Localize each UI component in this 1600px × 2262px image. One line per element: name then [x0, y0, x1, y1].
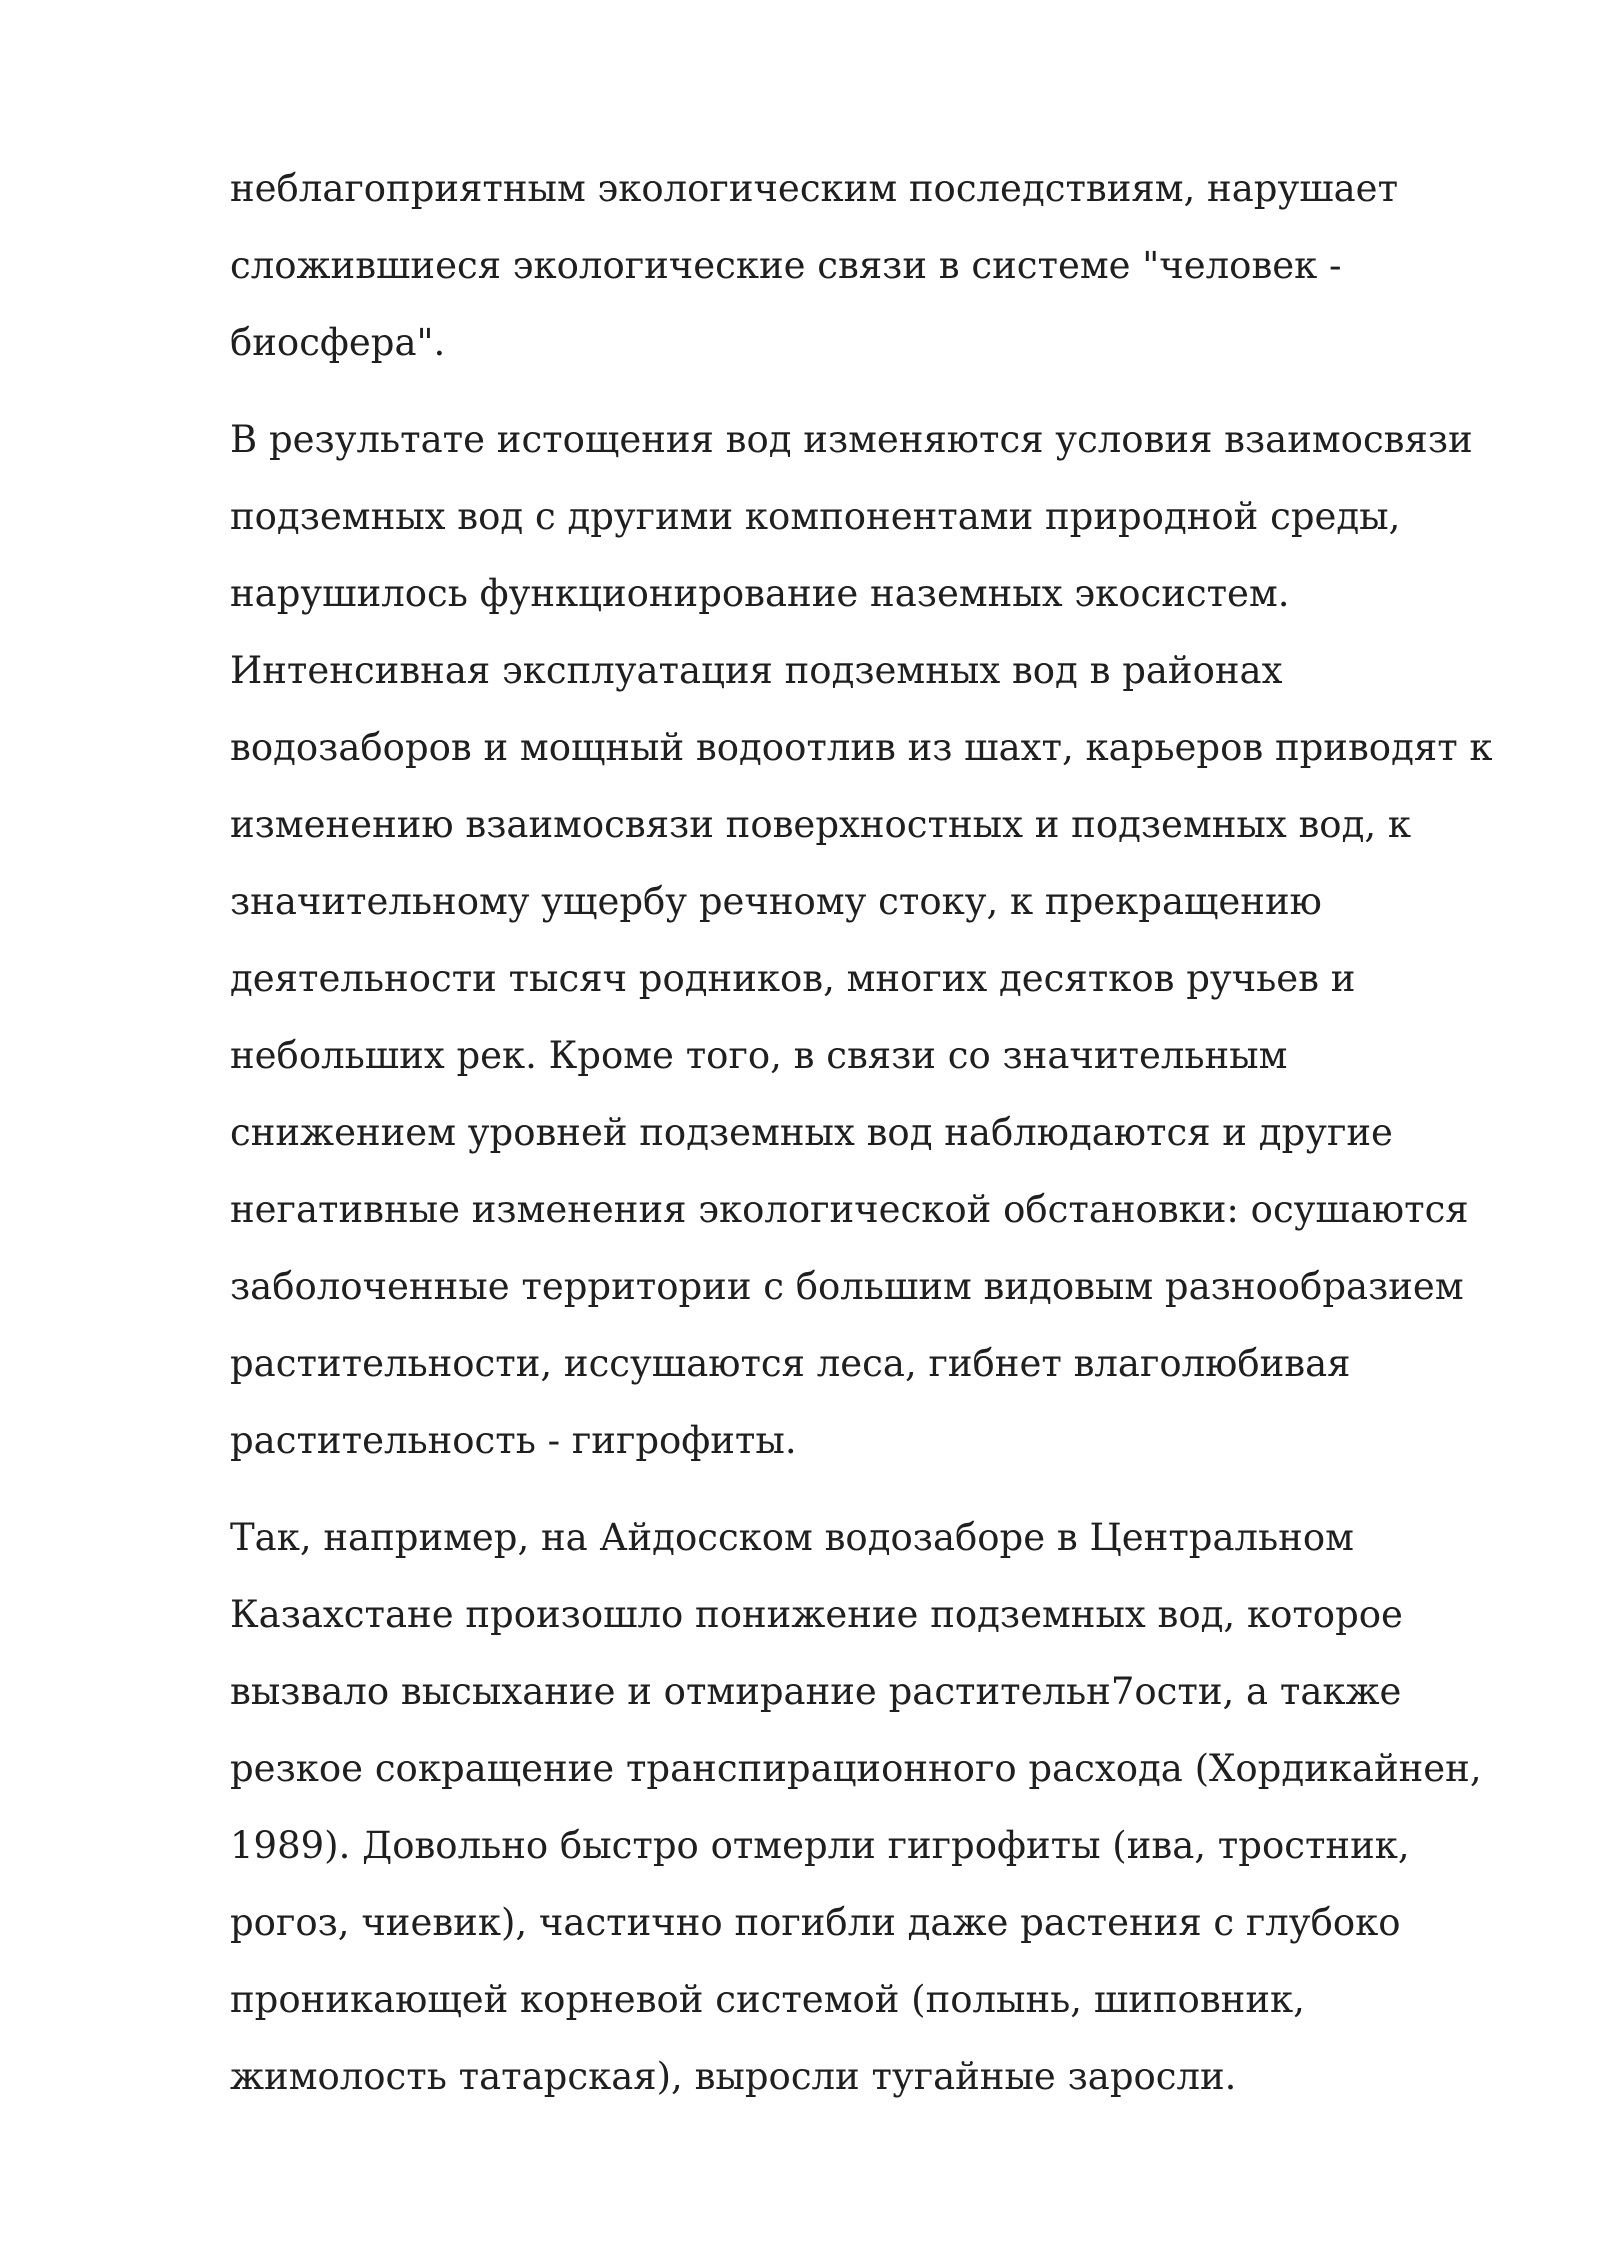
text-line: растительность - гигрофиты.: [230, 1419, 797, 1462]
paragraph-1: [230, 150, 1540, 381]
text-line: нарушилось функционирование наземных экосистем.: [230, 572, 1290, 615]
text-line: снижением уровней подземных вод наблюдаются и другие: [230, 1111, 1393, 1154]
text-line: водозаборов и мощный водоотлив из шахт, карьеров приводят к: [230, 726, 1493, 769]
text-line: подземных вод с другими компонентами природной среды,: [230, 495, 1401, 538]
text-line: неблагоприятным экологическим последствиям, нарушает: [230, 167, 1399, 210]
text-line: Казахстане произошло понижение подземных вод, которое: [230, 1593, 1403, 1636]
text-line: вызвало высыхание и отмирание растительн7ости, а также: [230, 1670, 1402, 1713]
text-line: проникающей корневой системой (полынь, шиповник,: [230, 1978, 1305, 2021]
text-line: изменению взаимосвязи поверхностных и подземных вод, к: [230, 803, 1412, 846]
text-line: негативные изменения экологической обстановки: осушаются: [230, 1188, 1469, 1231]
text-line: рогоз, чиевик), частично погибли даже растения с глубоко: [230, 1901, 1401, 1944]
text-line: биосфера".: [230, 321, 446, 364]
paragraph-3: [230, 1499, 1540, 2115]
text-line: заболоченные территории с большим видовым разнообразием: [230, 1265, 1464, 1308]
text-line: значительному ущербу речному стоку, к прекращению: [230, 880, 1322, 923]
text-line: Так, например, на Айдосском водозаборе в Центральном: [230, 1516, 1354, 1559]
text-line: В результате истощения вод изменяются условия взаимосвязи: [230, 418, 1473, 461]
paragraph-2: [230, 401, 1540, 1479]
text-line: Интенсивная эксплуатация подземных вод в районах: [230, 649, 1283, 692]
text-line: 1989). Довольно быстро отмерли гигрофиты (ива, тростник,: [230, 1824, 1410, 1867]
document-page: [230, 150, 1540, 2135]
text-line: деятельности тысяч родников, многих десятков ручьев и: [230, 957, 1356, 1000]
text-line: сложившиеся экологические связи в системе "человек -: [230, 244, 1342, 287]
text-line: растительности, иссушаются леса, гибнет влаголюбивая: [230, 1342, 1351, 1385]
text-line: резкое сокращение транспирационного расхода (Хордикайнен,: [230, 1747, 1482, 1790]
text-line: небольших рек. Кроме того, в связи со значительным: [230, 1034, 1288, 1077]
text-line: жимолость татарская), выросли тугайные заросли.: [230, 2055, 1237, 2098]
